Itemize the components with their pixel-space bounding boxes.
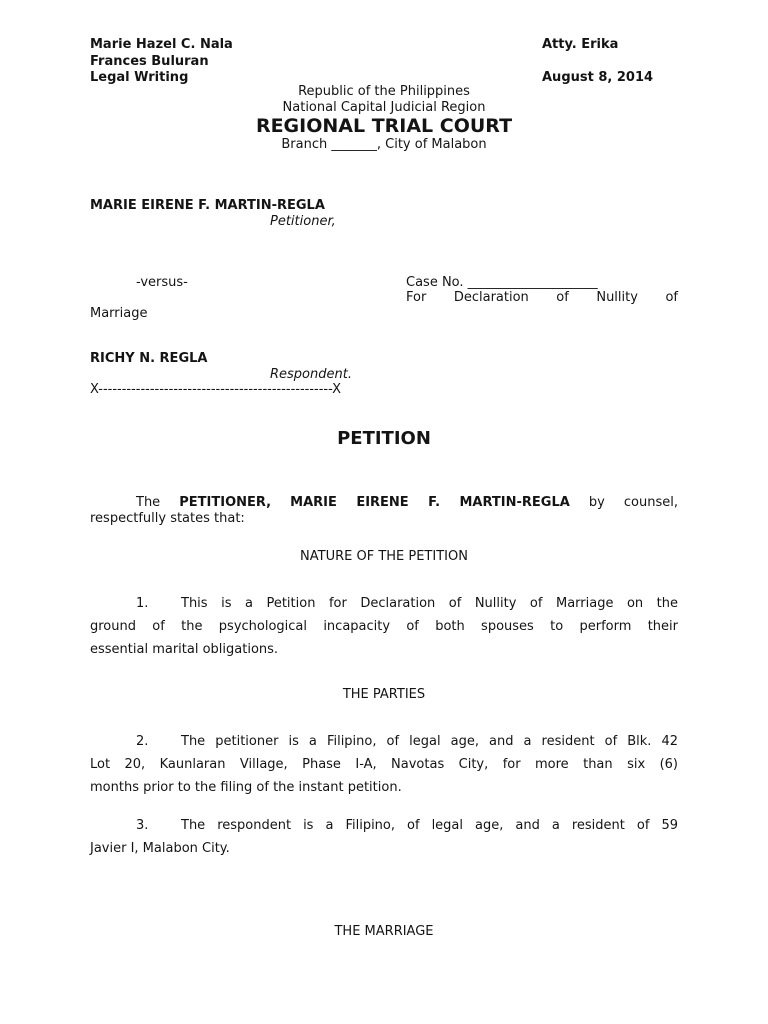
paragraph-line: essential marital obligations. (90, 642, 279, 657)
case-type-line-1: For Declaration of Nullity of (406, 290, 678, 305)
caption-separator: X--------------------------------------------------X (90, 382, 342, 397)
petitioner-role: Petitioner, (270, 214, 336, 229)
author-line-1: Marie Hazel C. Nala (90, 37, 233, 52)
intro-petitioner-label: PETITIONER, (179, 495, 272, 510)
republic-heading: Republic of the Philippines (298, 84, 470, 99)
intro-rest: by counsel, (588, 495, 678, 510)
paragraph-line: ground of the psychological incapacity of both spouses to perform their (90, 619, 678, 634)
court-name: REGIONAL TRIAL COURT (255, 115, 513, 137)
paragraph-line: The petitioner is a Filipino, of legal age, and a resident of Blk. 42 (181, 734, 678, 749)
section-heading-marriage: THE MARRIAGE (334, 924, 434, 939)
paragraph-line: Javier I, Malabon City. (90, 841, 230, 856)
paragraph-line: Lot 20, Kaunlaran Village, Phase I-A, Navotas City, for more than six (6) (90, 757, 678, 772)
case-number: Case No. ____________________ (406, 275, 598, 290)
addressee: Atty. Erika (542, 37, 619, 52)
intro-line-2: respectfully states that: (90, 511, 245, 526)
paragraph-line: This is a Petition for Declaration of Nullity of Marriage on the (181, 596, 678, 611)
document-date: August 8, 2014 (542, 70, 654, 85)
versus-label: -versus- (136, 275, 188, 290)
intro-the: The (136, 495, 161, 510)
paragraph-number: 3. (136, 818, 149, 833)
paragraph-number: 2. (136, 734, 149, 749)
section-heading-parties: THE PARTIES (342, 687, 426, 702)
intro-line-1 (136, 495, 678, 511)
paragraph-line: The respondent is a Filipino, of legal age, and a resident of 59 (181, 818, 678, 833)
intro-petitioner-name: MARIE EIRENE F. MARTIN-REGLA (290, 495, 570, 510)
paragraph-line: months prior to the filing of the instant petition. (90, 780, 402, 795)
author-line-2: Frances Buluran (90, 54, 209, 69)
case-type-line-2: Marriage (90, 306, 148, 321)
paragraph-number: 1. (136, 596, 149, 611)
branch-line: Branch _______, City of Malabon (281, 137, 487, 152)
respondent-name: RICHY N. REGLA (90, 351, 208, 366)
author-line-3: Legal Writing (90, 70, 189, 85)
respondent-role: Respondent. (270, 367, 352, 382)
document-title: PETITION (337, 428, 431, 449)
region-heading: National Capital Judicial Region (282, 100, 486, 115)
section-heading-nature: NATURE OF THE PETITION (300, 549, 468, 564)
petitioner-name: MARIE EIRENE F. MARTIN-REGLA (90, 198, 325, 213)
